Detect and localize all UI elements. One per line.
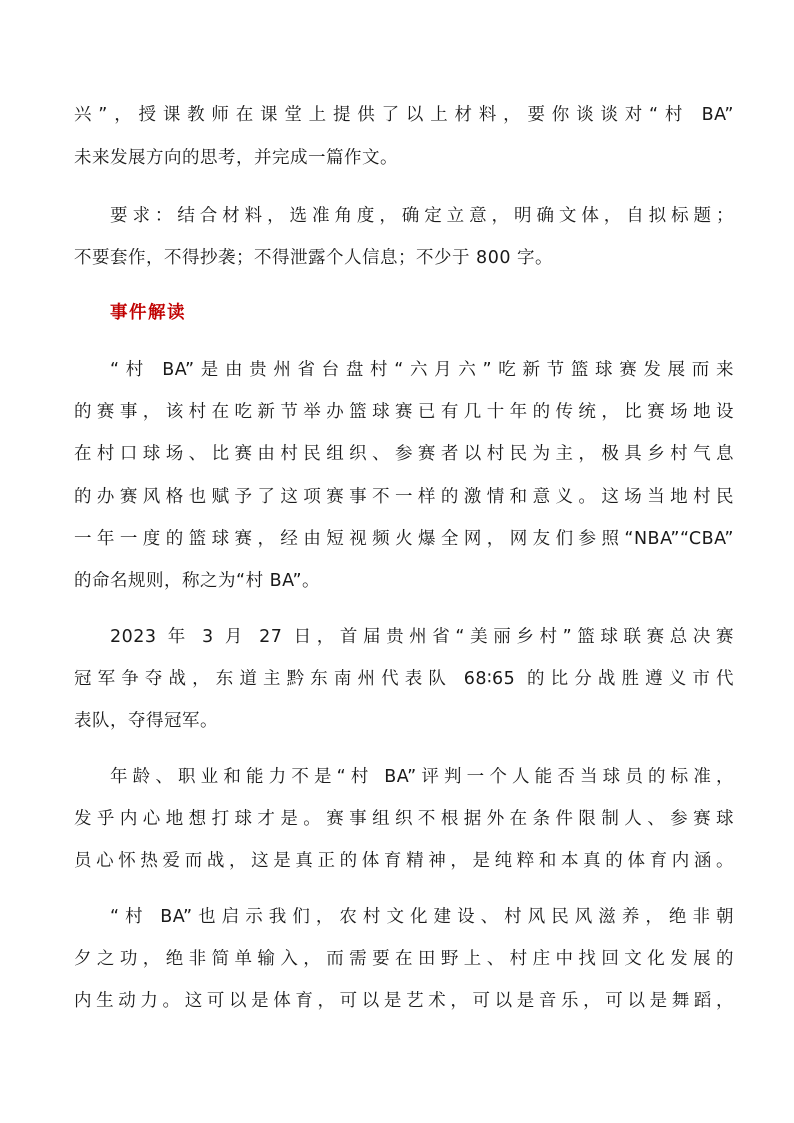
- paragraph-1-line-4: 的办赛风格也赋予了这项赛事不一样的激情和意义。这场当地村民: [74, 487, 734, 507]
- paragraph-2-line-2: 冠军争夺战，东道主黔东南州代表队 68∶65 的比分战胜遵义市代: [74, 669, 734, 689]
- paragraph-1-line-2: 的赛事，该村在吃新节举办篮球赛已有几十年的传统，比赛场地设: [74, 402, 734, 422]
- paragraph-1-line-1: “村 BA”是由贵州省台盘村“六月六”吃新节篮球赛发展而来: [110, 360, 734, 380]
- paragraph-3-line-2: 发乎内心地想打球才是。赛事组织不根据外在条件限制人、参赛球: [74, 809, 734, 829]
- paragraph-4-line-1: “村 BA”也启示我们，农村文化建设、村风民风滋养，绝非朝: [110, 907, 734, 927]
- intro-line-1: 兴”，授课教师在课堂上提供了以上材料，要你谈谈对“村 BA”: [74, 105, 734, 125]
- intro-line-2: 未来发展方向的思考，并完成一篇作文。: [74, 148, 398, 168]
- paragraph-3-line-3: 员心怀热爱而战，这是真正的体育精神，是纯粹和本真的体育内涵。: [74, 851, 734, 871]
- paragraph-2-line-1: 2023 年 3 月 27 日，首届贵州省“美丽乡村”篮球联赛总决赛: [110, 627, 734, 647]
- paragraph-2-line-3: 表队，夺得冠军。: [74, 711, 218, 731]
- paragraph-3-line-1: 年龄、职业和能力不是“村 BA”评判一个人能否当球员的标准，: [110, 767, 734, 787]
- paragraph-4-line-2: 夕之功，绝非简单输入，而需要在田野上、村庄中找回文化发展的: [74, 949, 734, 969]
- requirement-line-2: 不要套作，不得抄袭；不得泄露个人信息；不少于 800 字。: [74, 248, 554, 268]
- requirement-line-1: 要求：结合材料，选准角度，确定立意，明确文体，自拟标题；: [110, 206, 734, 226]
- paragraph-4-line-3: 内生动力。这可以是体育，可以是艺术，可以是音乐，可以是舞蹈，: [74, 991, 734, 1011]
- paragraph-1-line-6: 的命名规则，称之为“村 BA”。: [74, 571, 321, 591]
- paragraph-1-line-3: 在村口球场、比赛由村民组织、参赛者以村民为主，极具乡村气息: [74, 444, 734, 464]
- paragraph-1-line-5: 一年一度的篮球赛，经由短视频火爆全网，网友们参照“NBA”“CBA”: [74, 529, 734, 549]
- section-title: 事件解读: [110, 303, 186, 323]
